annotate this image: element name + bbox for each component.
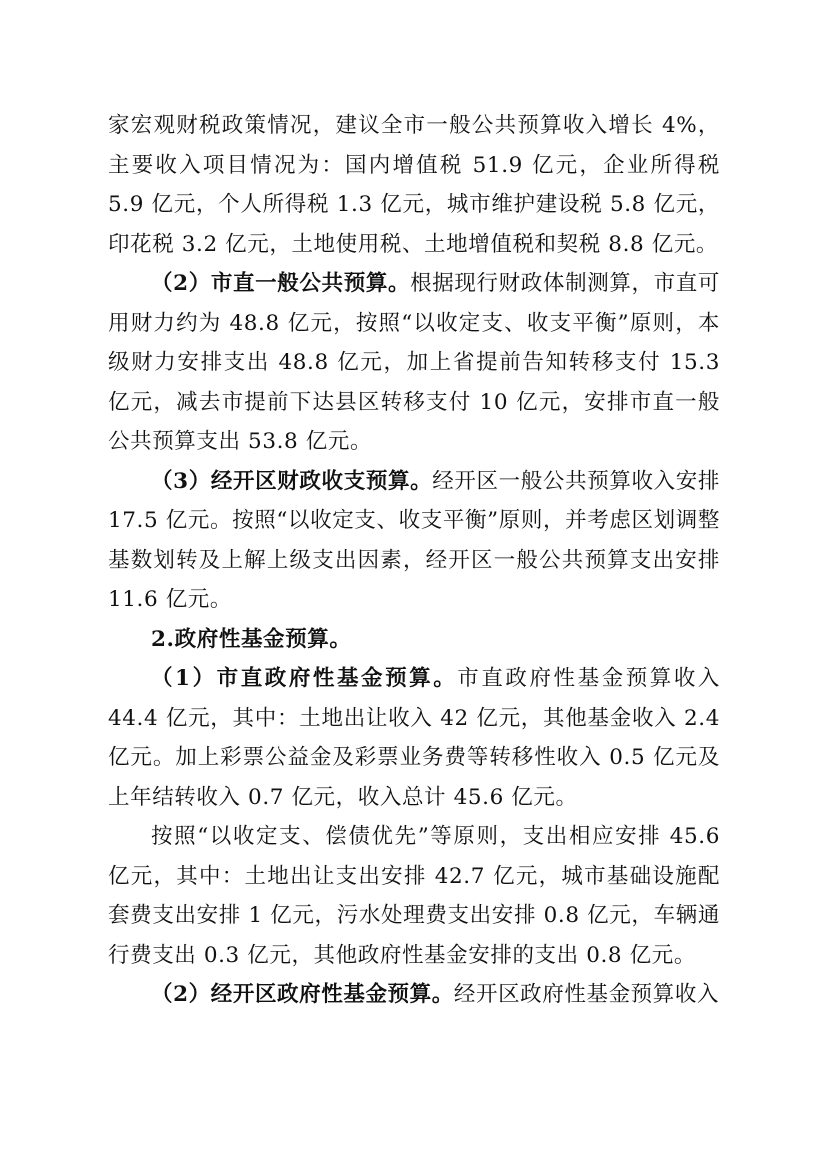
paragraph-heading: （1）市直政府性基金预算。 — [151, 666, 458, 691]
paragraph-text: 家宏观财税政策情况，建议全市一般公共预算收入增长 4%，主要收入项目情况为：国内增值税 51.9 亿元，企业所得税 5.9 亿元，个人所得税 1.3 亿元，城市维护建设税 5.8 亿元，印花税 3.2 亿元，土地使用税、土地增值税和契税 8.8 亿元。 — [108, 113, 720, 257]
paragraph-text: 根据现行财政体制测算，市直可用财力约为 48.8 亿元，按照“以收定支、收支平衡”原则，本级财力安排支出 48.8 亿元，加上省提前告知转移支付 15.3 亿元，减去市提前下达县区转移支付 10 亿元，安排市直一般公共预算支出 53.8 亿元。 — [108, 271, 720, 454]
paragraph-text: 经开区一般公共预算收入安排 17.5 亿元。按照“以收定支、收支平衡”原则，并考虑区划调整基数划转及上解上级支出因素，经开区一般公共预算支出安排 11.6 亿元。 — [108, 468, 720, 612]
section-heading-gov-fund-budget — [108, 620, 720, 660]
paragraph-text: 按照“以收定支、偿债优先”等原则，支出相应安排 45.6 亿元，其中：土地出让支出安排 42.7 亿元，城市基础设施配套费支出安排 1 亿元，污水处理费支出安排 0.8 亿元，车辆通行费支出 0.3 亿元，其他政府性基金安排的支出 0.8 亿元。 — [108, 824, 720, 968]
paragraph-city-general-budget — [108, 264, 720, 462]
paragraph-tax-revenue — [108, 106, 720, 264]
section-heading: 2.政府性基金预算。 — [151, 626, 352, 652]
paragraph-city-gov-fund-budget — [108, 659, 720, 817]
paragraph-dev-zone-budget — [108, 462, 720, 620]
paragraph-text: 市直政府性基金预算收入 44.4 亿元，其中：土地出让收入 42 亿元，其他基金收入 2.4 亿元。加上彩票公益金及彩票业务费等转移性收入 0.5 亿元及上年结转收入 0.7 亿元，收入总计 45.6 亿元。 — [108, 666, 721, 810]
paragraph-gov-fund-expenditure — [108, 817, 720, 975]
paragraph-text: 经开区政府性基金预算收入 — [453, 982, 720, 1007]
paragraph-heading: （2）经开区政府性基金预算。 — [151, 982, 454, 1007]
paragraph-heading: （3）经开区财政收支预算。 — [151, 468, 433, 494]
paragraph-heading: （2）市直一般公共预算。 — [151, 271, 411, 296]
paragraph-dev-zone-gov-fund-budget — [108, 975, 720, 1015]
body-text — [108, 106, 720, 1015]
